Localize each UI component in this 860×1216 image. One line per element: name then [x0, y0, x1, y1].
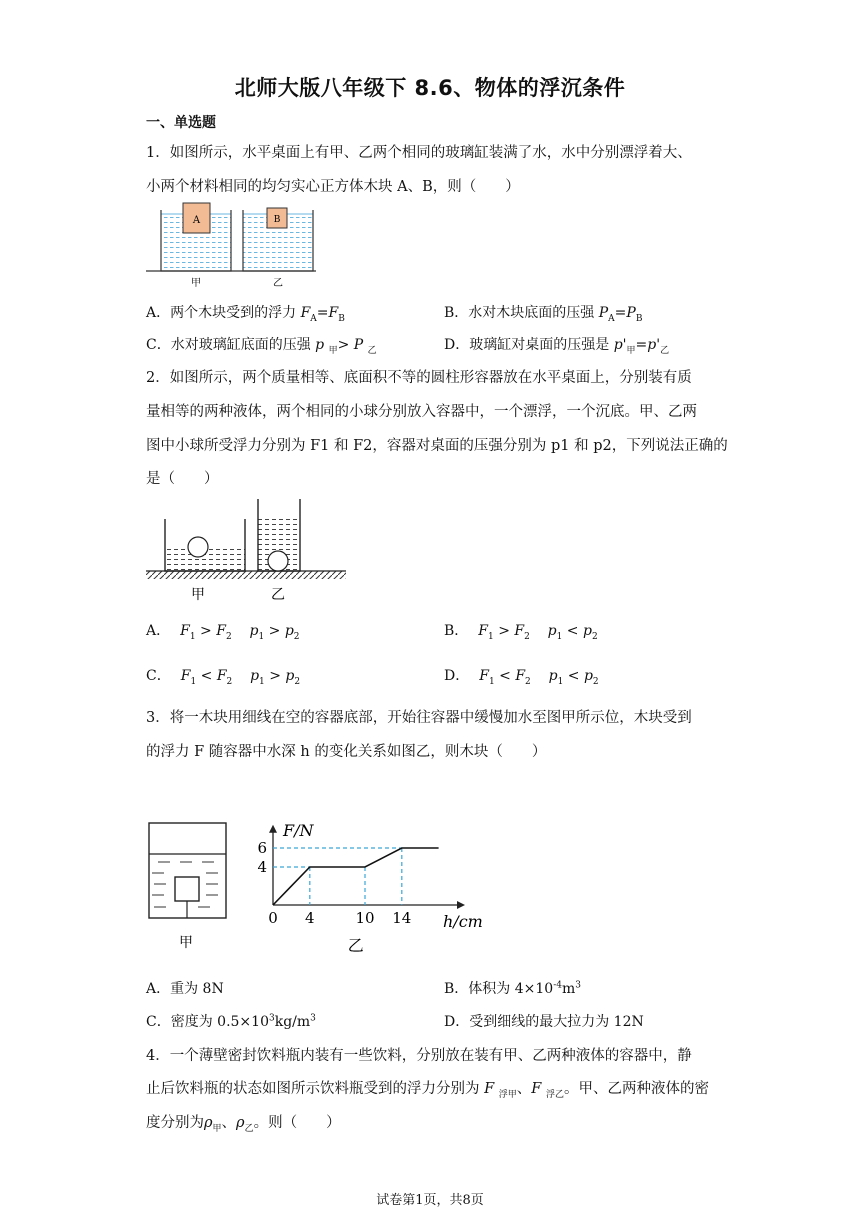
y-axis-label: F/N: [283, 820, 314, 840]
q3-label-right: 乙: [347, 936, 364, 955]
q3-option-b[interactable]: B．体积为 $4\times 10^{-4}m^3$: [444, 980, 581, 997]
y-axis-arrow: [269, 825, 277, 833]
q2-label-right: 乙: [271, 587, 285, 603]
q3-force-depth-chart: [255, 772, 483, 957]
x-axis-arrow: [457, 901, 465, 909]
y-tick-label: 4: [257, 858, 267, 876]
q2-sunk-ball: [268, 551, 288, 571]
q1-option-d[interactable]: D．玻璃缸对桌面的压强是 $p'_甲=p'_乙$: [444, 337, 670, 356]
q1-label-left: 甲: [191, 278, 201, 289]
x-tick-label: 14: [392, 909, 412, 927]
q2-option-c[interactable]: C． $F_1 < F_2$ $p_1 > p_2$: [146, 668, 301, 687]
q3-line2: 的浮力 F 随容器中水深 h 的变化关系如图乙，则木块（ ）: [146, 744, 547, 760]
q1-option-c[interactable]: C．水对玻璃缸底面的压强 p $_甲$> P $_乙$: [146, 337, 377, 356]
page-title: 北师大版八年级下 8.6、物体的浮沉条件: [234, 76, 626, 100]
q3-option-d[interactable]: D．受到细线的最大拉力为 12N: [444, 1014, 644, 1030]
q3-wood-block: [175, 877, 199, 901]
x-tick-label: 4: [305, 909, 315, 927]
block-b-label: B: [273, 215, 281, 225]
x-tick-label: 10: [355, 909, 375, 927]
q2-option-b[interactable]: B． $F_1 > F_2$ $p_1 < p_2$: [444, 623, 598, 642]
series-line: [273, 848, 439, 905]
q3-container-figure: [146, 820, 236, 955]
q2-line1: 2．如图所示，两个质量相等、底面积不等的圆柱形容器放在水平桌面上，分别装有质: [146, 370, 692, 386]
q1-line2: 小两个材料相同的均匀实心正方体木块 A、B，则（ ）: [146, 179, 520, 195]
block-a-label: A: [192, 215, 201, 226]
section-heading: 一、单选题: [146, 115, 216, 131]
q3-label-left: 甲: [179, 935, 193, 951]
q2-option-d[interactable]: D． $F_1 < F_2$ $p_1 < p_2$: [444, 668, 599, 687]
q3-option-a[interactable]: A．重为 8N: [146, 981, 224, 997]
q4-line2: 止后饮料瓶的状态如图所示饮料瓶受到的浮力分别为 F $_{浮甲}$、F $_{浮乙}$。甲、乙两种液体的密: [146, 1081, 709, 1100]
q1-figure: [146, 200, 316, 292]
x-axis-label: h/cm: [443, 912, 483, 931]
q3-option-c[interactable]: C．密度为 $0.5\times 10^3kg/m^3$: [146, 1013, 316, 1030]
q2-line3: 图中小球所受浮力分别为 F1 和 F2，容器对桌面的压强分别为 p1 和 p2，下列说法正确的: [146, 438, 728, 454]
q2-label-left: 甲: [191, 587, 205, 603]
q2-floating-ball: [188, 537, 208, 557]
q3-line1: 3．将一木块用细线在空的容器底部，开始往容器中缓慢加水至图甲所示位，木块受到: [146, 710, 692, 726]
q1-label-right: 乙: [273, 278, 283, 289]
x-tick-label: 0: [268, 909, 278, 927]
q2-figure: [146, 497, 346, 605]
q2-line4: 是（ ）: [146, 471, 219, 487]
q1-option-b[interactable]: B．水对木块底面的压强 $P_A=P_B$: [444, 305, 643, 324]
y-tick-label: 6: [257, 839, 267, 857]
q4-line3: 度分别为$\rho_甲$、$\rho_乙$。则（ ）: [146, 1115, 341, 1134]
q1-option-a[interactable]: A．两个木块受到的浮力 $F_A=F_B$: [146, 305, 345, 324]
page-footer: 试卷第1页，共8页: [376, 1193, 484, 1208]
q2-option-a[interactable]: A． $F_1 > F_2$ $p_1 > p_2$: [146, 623, 300, 642]
q1-line1: 1．如图所示，水平桌面上有甲、乙两个相同的玻璃缸装满了水，水中分别漂浮着大、: [146, 145, 692, 161]
q2-line2: 量相等的两种液体，两个相同的小球分别放入容器中，一个漂浮，一个沉底。甲、乙两: [146, 404, 697, 420]
q4-line1: 4．一个薄壁密封饮料瓶内装有一些饮料，分别放在装有甲、乙两种液体的容器中，静: [146, 1048, 692, 1064]
